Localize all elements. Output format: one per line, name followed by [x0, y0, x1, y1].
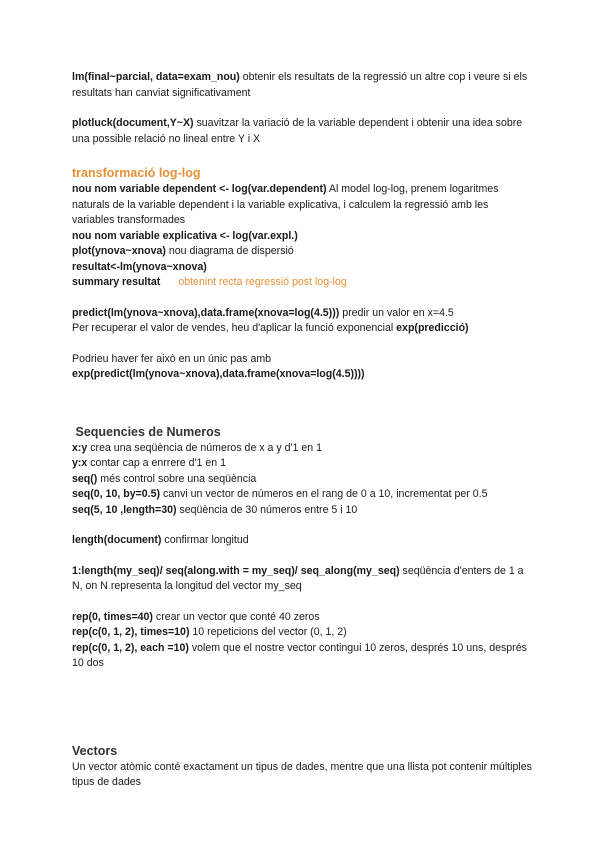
along-paragraph	[72, 564, 532, 595]
predict-line-4-code: exp(predict(lm(ynova~xnova),data.frame(xnova=log(4.5))))	[72, 368, 365, 380]
length-paragraph	[72, 533, 532, 549]
loglog-line-3-code: plot(ynova~xnova)	[72, 245, 166, 257]
seq-item-text: canvi un vector de números en el rang de 0 a 10, incrementat per 0.5	[160, 488, 488, 500]
loglog-line-3	[72, 244, 532, 260]
length-text: confirmar longitud	[161, 534, 249, 546]
vectors-text: Un vector atòmic conté exactament un tipus de dades, mentre que una llista pot contenir múltiples tipus de dades	[72, 760, 532, 788]
loglog-line-1-text: Al model log-log, prenem logaritmes naturals de la variable dependent i la variable explicativa, i calculem la regressió amb les variables transformades	[72, 183, 499, 226]
loglog-line-3-text: nou diagrama de dispersió	[165, 245, 294, 257]
rep-item	[72, 610, 532, 626]
seq-item	[72, 472, 532, 488]
seq-item-code: y:x	[72, 457, 88, 469]
seq-item	[72, 487, 532, 503]
seq-item-code: seq(0, 10, by=0.5)	[72, 488, 161, 500]
loglog-line-2-code: nou nom variable explicativa <- log(var.expl.)	[72, 229, 298, 242]
loglog-line-1-code: nou nom variable dependent <- log(var.dependent)	[72, 183, 327, 195]
lm-code: lm(final~parcial, data=exam_nou)	[72, 71, 240, 83]
loglog-line-5-note: obtenint recta regressió post log-log	[178, 276, 347, 288]
seq-item-text: contar cap a enrrere d'1 en 1	[87, 457, 226, 469]
seq-item-text: seqüència de 30 números entre 5 i 10	[176, 503, 358, 516]
lm-paragraph	[72, 70, 532, 101]
loglog-line-4	[72, 260, 532, 276]
rep-item	[72, 625, 532, 641]
seq-item	[72, 456, 532, 472]
predict-line-2	[72, 321, 532, 337]
lm-text: obtenir els resultats de la regressió un altre cop i veure si els resultats han canviat significativament	[72, 71, 528, 99]
along-text: seqüència d'enters de 1 a N, on N representa la longitud del vector my_seq	[72, 564, 524, 592]
predict-line-3: Podrieu haver fer això en un únic pas amb	[72, 352, 272, 365]
seq-item-text: més control sobre una seqüència	[97, 472, 257, 485]
rep-item-code: rep(c(0, 1, 2), each =10)	[72, 641, 189, 654]
predict-line-1-text: predir un valor en x=4.5	[339, 306, 454, 319]
loglog-line-5	[72, 275, 532, 291]
length-code: length(document)	[72, 534, 162, 546]
seq-item-code: x:y	[72, 441, 88, 454]
document-body	[72, 70, 532, 791]
loglog-heading: transformació log-log	[72, 166, 201, 180]
loglog-line-4-code: resultat<-lm(ynova~xnova)	[72, 260, 207, 273]
seq-item-code: seq(5, 10 ,length=30)	[72, 503, 177, 516]
rep-item-text: crear un vector que conté 40 zeros	[152, 610, 320, 623]
seq-item	[72, 503, 532, 519]
plotluck-text: suavitzar la variació de la variable dependent i obtenir una idea sobre una possible relació no lineal entre Y i X	[72, 117, 523, 145]
rep-item-code: rep(c(0, 1, 2), times=10)	[72, 626, 190, 638]
loglog-line-2	[72, 229, 532, 245]
predict-line-2-text: Per recuperar el valor de vendes, heu d'aplicar la funció exponencial	[72, 322, 397, 334]
sequences-heading	[72, 423, 532, 441]
rep-item-code: rep(0, times=40)	[72, 610, 153, 623]
vectors-heading: Vectors	[72, 743, 118, 758]
rep-item-text: 10 repeticions del vector (0, 1, 2)	[189, 626, 347, 638]
predict-line-2-code: exp(predicció)	[396, 322, 469, 334]
plotluck-code: plotluck(document,Y~X)	[72, 117, 194, 129]
sequences-heading-text: Sequencies de Numeros	[75, 424, 221, 439]
predict-line-4	[72, 367, 532, 383]
loglog-line-5-code: summary resultat	[72, 276, 161, 288]
seq-item	[72, 441, 532, 457]
seq-item-text: crea una seqüència de números de x a y d'1 en 1	[87, 441, 322, 454]
along-code: 1:length(my_seq)/ seq(along.with = my_seq)/ seq_along(my_seq)	[72, 564, 400, 577]
plotluck-paragraph	[72, 116, 532, 147]
rep-item-text: volem que el nostre vector contingui 10 zeros, després 10 uns, després 10 dos	[72, 641, 527, 669]
predict-line-1	[72, 306, 532, 322]
rep-item	[72, 641, 532, 672]
loglog-line-1	[72, 182, 532, 229]
predict-line-1-code: predict(lm(ynova~xnova),data.frame(xnova=log(4.5)))	[72, 306, 340, 319]
seq-item-code: seq()	[72, 472, 98, 485]
